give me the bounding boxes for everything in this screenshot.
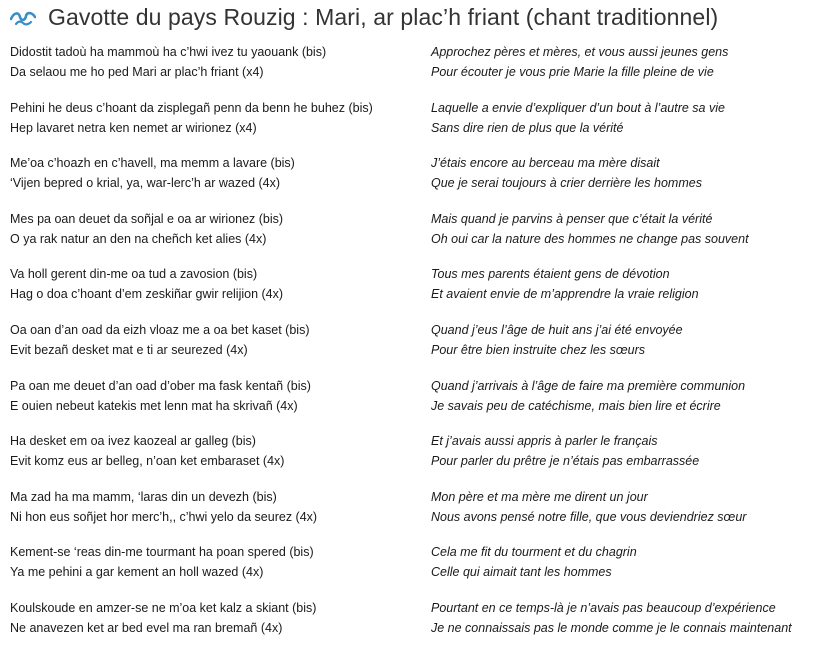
stanza <box>10 263 825 319</box>
breton-line: Ha desket em oa ivez kaozeal ar galleg (bis) <box>10 434 256 449</box>
swirl-wave-icon <box>10 6 36 28</box>
french-translation-line: Pour parler du prêtre je n’étais pas embarrassée <box>431 454 700 469</box>
breton-line: Ma zad ha ma mamm, ‘laras din un devezh (bis) <box>10 489 277 504</box>
breton-line: Va holl gerent din-me oa tud a zavosion (bis) <box>10 267 258 282</box>
breton-line: Hag o doa c’hoant d’em zeskiñar gwir relijion (4x) <box>10 287 284 302</box>
french-translation-line: Quand j’eus l’âge de huit ans j’ai été envoyée <box>431 322 683 337</box>
french-translation-line: Pour écouter je vous prie Marie la fille pleine de vie <box>431 65 714 79</box>
french-translation-line: Celle qui aimait tant les hommes <box>431 565 612 580</box>
breton-line: Koulskoude en amzer-se ne m’oa ket kalz a skiant (bis) <box>10 600 317 615</box>
breton-line: ‘Vijen bepred o krial, ya, war-lerc’h ar wazed (4x) <box>10 176 281 191</box>
stanza <box>10 319 825 375</box>
french-translation-line: Tous mes parents étaient gens de dévotion <box>431 267 670 282</box>
breton-line: Oa oan d’an oad da eizh vloaz me a oa bet kaset (bis) <box>10 322 310 337</box>
stanza <box>10 41 825 97</box>
french-translation-line: Mon père et ma mère me dirent un jour <box>431 489 648 504</box>
breton-line: Didostit tadoù ha mammoù ha c’hwi ivez tu yaouank (bis) <box>10 45 327 59</box>
french-translation-line: Pour être bien instruite chez les sœurs <box>431 342 645 357</box>
french-translation-line: Que je serai toujours à crier derrière les hommes <box>431 176 702 191</box>
breton-line: Evit komz eus ar belleg, n’oan ket embaraset (4x) <box>10 454 285 469</box>
french-translation-line: Nous avons pensé notre fille, que vous deviendriez sœur <box>431 509 747 524</box>
french-translation-line: Je savais peu de catéchisme, mais bien lire et écrire <box>431 398 721 413</box>
french-translation-line: Sans dire rien de plus que la vérité <box>431 120 624 135</box>
french-translation-line: Laquelle a envie d’expliquer d’un bout à l’autre sa vie <box>431 100 725 115</box>
song-lyrics <box>10 41 825 653</box>
stanza <box>10 152 825 208</box>
french-translation-line: Et j’avais aussi appris à parler le français <box>431 434 658 449</box>
page-title: Gavotte du pays Rouzig : Mari, ar plac’h friant (chant traditionnel) <box>48 3 719 30</box>
breton-line: Kement-se ‘reas din-me tourmant ha poan spered (bis) <box>10 545 314 560</box>
french-translation-line: Cela me fit du tourment et du chagrin <box>431 545 637 560</box>
breton-line: E ouien nebeut katekis met lenn mat ha skrivañ (4x) <box>10 398 298 413</box>
stanza <box>10 486 825 542</box>
breton-line: Ne anavezen ket ar bed evel ma ran bremañ (4x) <box>10 620 283 635</box>
french-translation-line: J’étais encore au berceau ma mère disait <box>431 156 660 171</box>
french-translation-line: Oh oui car la nature des hommes ne change pas souvent <box>431 231 749 246</box>
breton-line: Me’oa c’hoazh en c’havell, ma memm a lavare (bis) <box>10 156 295 171</box>
french-translation-line: Je ne connaissais pas le monde comme je le connais maintenant <box>431 620 792 635</box>
breton-line: Ya me pehini a gar kement an holl wazed (4x) <box>10 565 264 580</box>
page-header <box>10 2 718 32</box>
breton-line: Pa oan me deuet d’an oad d’ober ma fask kentañ (bis) <box>10 378 311 393</box>
french-translation-line: Quand j’arrivais à l’âge de faire ma première communion <box>431 378 746 393</box>
stanza <box>10 597 825 653</box>
breton-line: Mes pa oan deuet da soñjal e oa ar wirionez (bis) <box>10 211 284 226</box>
stanza <box>10 97 825 153</box>
stanza <box>10 375 825 431</box>
breton-line: Evit bezañ desket mat e ti ar seurezed (4x) <box>10 342 248 357</box>
french-translation-line: Et avaient envie de m’apprendre la vraie religion <box>431 287 699 302</box>
stanza <box>10 430 825 486</box>
stanza <box>10 541 825 597</box>
french-translation-line: Pourtant en ce temps-là je n’avais pas beaucoup d’expérience <box>431 600 776 615</box>
french-translation-line: Mais quand je parvins à penser que c’était la vérité <box>431 211 713 226</box>
breton-line: O ya rak natur an den na cheñch ket alies (4x) <box>10 231 267 246</box>
stanza <box>10 208 825 264</box>
breton-line: Da selaou me ho ped Mari ar plac’h friant (x4) <box>10 65 264 79</box>
french-translation-line: Approchez pères et mères, et vous aussi jeunes gens <box>431 45 729 59</box>
breton-line: Hep lavaret netra ken nemet ar wirionez (x4) <box>10 120 257 135</box>
breton-line: Ni hon eus soñjet hor merc’h,, c’hwi yelo da seurez (4x) <box>10 509 318 524</box>
breton-line: Pehini he deus c’hoant da zisplegañ penn da benn he buhez (bis) <box>10 100 373 115</box>
